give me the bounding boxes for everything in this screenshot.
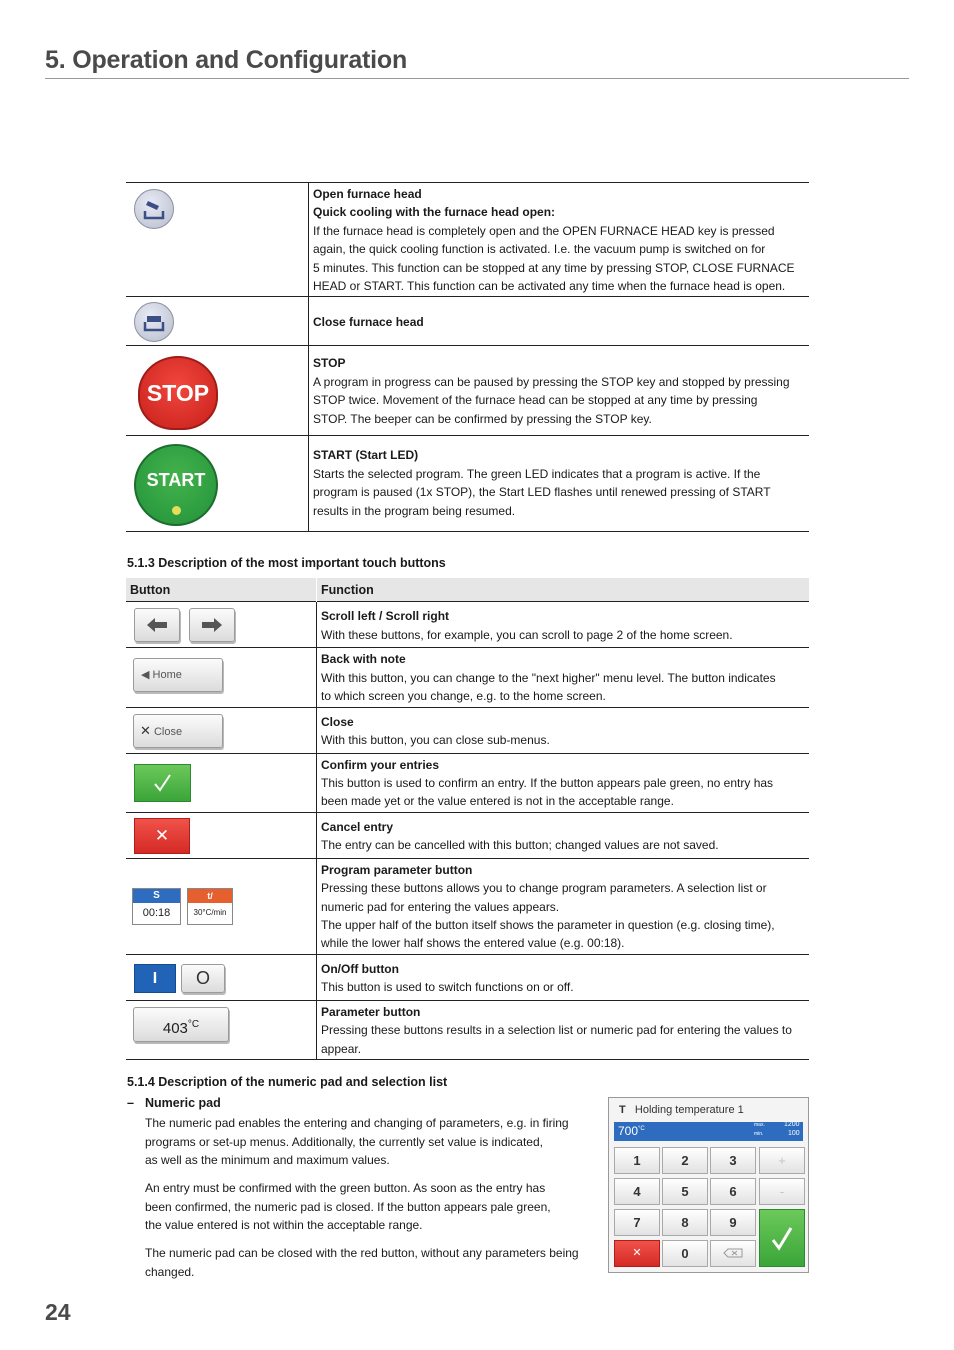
row-text: HEAD or START. This function can be activated any time when the furnace head is open.: [313, 279, 786, 294]
paragraph-line: An entry must be confirmed with the green button. As soon as the entry has: [145, 1181, 546, 1195]
touch-buttons-table: [126, 578, 809, 1060]
table-row: [126, 436, 809, 532]
paragraph-line: changed.: [145, 1264, 195, 1279]
display-value: [618, 1124, 645, 1138]
table-row: [126, 183, 809, 297]
paragraph-line: The numeric pad enables the entering and changing of parameters, e.g. in firing: [145, 1116, 569, 1130]
icon-cell: [126, 297, 309, 346]
row-text: With these buttons, for example, you can scroll to page 2 of the home screen.: [321, 627, 733, 642]
icon-cell: [126, 954, 317, 1000]
page-number: 24: [45, 1299, 71, 1325]
page-header-title: 5. Operation and Configuration: [45, 46, 408, 74]
parameter-unit: °C: [187, 1018, 200, 1030]
scroll-left-icon: [134, 608, 180, 642]
row-subtitle: Quick cooling with the furnace head open:: [313, 205, 556, 220]
bullet-dash: –: [127, 1096, 134, 1110]
icon-cell: [126, 183, 309, 297]
key-2: 2: [662, 1147, 708, 1174]
back-button-label: Home: [152, 669, 182, 682]
icon-cell: [126, 436, 309, 532]
close-icon: ✕: [140, 722, 151, 738]
description-cell: [317, 954, 810, 1000]
icon-cell: [126, 707, 317, 753]
key-1: 1: [614, 1147, 660, 1174]
row-title: Program parameter button: [321, 862, 473, 877]
row-text: A program in progress can be paused by pressing the STOP key and stopped by pressing: [313, 374, 790, 389]
table-row: [126, 297, 809, 346]
key-7: 7: [614, 1209, 660, 1236]
key-5: 5: [662, 1178, 708, 1205]
icon-cell: [126, 346, 309, 436]
key-3: 3: [710, 1147, 756, 1174]
paragraph-line: as well as the minimum and maximum values.: [145, 1153, 390, 1167]
row-text: Starts the selected program. The green LED indicates that a program is active. If the: [313, 466, 761, 481]
description-cell: [317, 602, 810, 648]
section-heading: 5.1.3 Description of the most important touch buttons: [127, 556, 446, 570]
row-title: Scroll left / Scroll right: [321, 609, 450, 624]
row-text: The upper half of the button itself shows the parameter in question (e.g. closing time),: [321, 918, 775, 933]
row-title: Open furnace head: [313, 187, 422, 201]
icon-cell: [126, 648, 317, 707]
icon-cell: [126, 812, 317, 858]
table-row: [126, 602, 809, 648]
key-plus: +: [759, 1147, 805, 1174]
stop-key-icon: STOP: [138, 356, 218, 430]
back-home-icon: [133, 658, 223, 692]
display-unit: °C: [638, 1126, 645, 1132]
row-text: while the lower half shows the entered value (e.g. 00:18).: [321, 936, 625, 951]
cancel-x-icon: ✕: [134, 818, 190, 854]
row-text: This button is used to confirm an entry. If the button appears pale green, no entry has: [321, 776, 774, 791]
on-button-icon: I: [134, 964, 176, 993]
row-title: Confirm your entries: [321, 757, 440, 772]
table-row: [126, 812, 809, 858]
row-text: numeric pad for entering the values appears.: [321, 899, 560, 914]
parameter-value: 00:18: [142, 906, 171, 919]
table-row: [126, 753, 809, 812]
parameter-label: S: [133, 889, 180, 903]
row-text: program is paused (1x STOP), the Start LED flashes until renewed pressing of START: [313, 485, 771, 500]
table-row: [126, 648, 809, 707]
program-parameter-s-icon: [132, 888, 181, 925]
numeric-pad-title: [619, 1104, 744, 1116]
row-text: STOP. The beeper can be confirmed by pressing the STOP key.: [313, 411, 652, 426]
numeric-pad-title-text: Holding temperature 1: [634, 1104, 744, 1116]
paragraph: [145, 1114, 605, 1170]
scroll-right-icon: [189, 608, 235, 642]
row-title: Close: [321, 714, 354, 729]
off-button-icon: O: [181, 964, 225, 993]
close-button-icon: [133, 714, 223, 748]
header-rule: [45, 78, 909, 79]
key-4: 4: [614, 1178, 660, 1205]
close-button-label: Close: [153, 725, 183, 738]
paragraph-line: The numeric pad can be closed with the red button, without any parameters being: [145, 1246, 579, 1260]
table-row: [126, 858, 809, 954]
paragraph: [145, 1179, 605, 1235]
icon-cell: [126, 858, 317, 954]
row-title: Parameter button: [321, 1004, 421, 1019]
open-furnace-head-icon: [134, 189, 174, 229]
row-text: 5 minutes. This function can be stopped at any time by pressing STOP, CLOSE FURNACE: [313, 260, 795, 275]
icon-cell: [126, 753, 317, 812]
max-label: max.: [754, 1122, 765, 1128]
backspace-icon: [710, 1240, 756, 1267]
row-title: Cancel entry: [321, 819, 394, 834]
parameter-value: 403: [162, 1019, 188, 1037]
key-table: [126, 182, 809, 532]
numeric-pad-display: [614, 1122, 803, 1141]
row-text: Pressing these buttons allows you to change program parameters. A selection list or: [321, 881, 767, 896]
paragraph-line: programs or set-up menus. Additionally, the currently set value is indicated,: [145, 1134, 543, 1149]
row-text: again, the quick cooling function is activated. I.e. the vacuum pump is switched on for: [313, 242, 766, 257]
row-text: appear.: [321, 1041, 362, 1056]
numeric-pad-image: [608, 1097, 809, 1273]
description-cell: [317, 812, 810, 858]
row-title: Back with note: [321, 652, 406, 667]
min-label: min.: [754, 1131, 764, 1137]
row-title: STOP: [313, 356, 346, 371]
description-cell: [317, 858, 810, 954]
paragraph-line: been confirmed, the numeric pad is closed. If the button appears pale green,: [145, 1199, 551, 1214]
table-header-row: [126, 578, 809, 602]
key-8: 8: [662, 1209, 708, 1236]
description-cell: [317, 753, 810, 812]
parameter-value: 30°C/min: [193, 907, 227, 917]
column-header-button: Button: [126, 578, 317, 602]
temperature-symbol: T: [619, 1104, 626, 1116]
description-cell: [309, 183, 810, 297]
key-0: 0: [662, 1240, 708, 1267]
paragraph: [145, 1244, 605, 1281]
key-minus: -: [759, 1178, 805, 1205]
icon-cell: [126, 1000, 317, 1059]
program-parameter-rate-icon: [187, 888, 233, 925]
row-text: to which screen you change, e.g. to the home screen.: [321, 689, 606, 704]
table-row: [126, 346, 809, 436]
paragraph-line: the value entered is not within the acceptable range.: [145, 1218, 423, 1232]
chevron-left-icon: ◀: [141, 669, 150, 682]
start-key-icon: [134, 444, 218, 526]
start-key-label: START: [146, 470, 206, 491]
row-title: On/Off button: [321, 961, 399, 976]
parameter-label: t/: [188, 889, 232, 903]
start-led-icon: [172, 506, 181, 515]
row-text: results in the program being resumed.: [313, 503, 516, 518]
description-cell: [317, 1000, 810, 1059]
numeric-pad-confirm-check-icon: [759, 1209, 805, 1267]
row-title: START (Start LED): [313, 448, 419, 463]
description-cell: [309, 436, 810, 532]
icon-cell: [126, 602, 317, 648]
close-furnace-head-icon: [134, 302, 174, 342]
parameter-button-icon: [133, 1007, 229, 1042]
row-text: With this button, you can close sub-menus.: [321, 733, 550, 748]
key-9: 9: [710, 1209, 756, 1236]
confirm-check-icon: [134, 764, 191, 802]
description-cell: [309, 297, 810, 346]
row-text: This button is used to switch functions on or off.: [321, 980, 574, 995]
row-text: The entry can be cancelled with this button; changed values are not saved.: [321, 838, 719, 853]
table-row: [126, 707, 809, 753]
row-text: With this button, you can change to the "next higher" menu level. The button indicates: [321, 670, 776, 685]
min-value: 100: [788, 1130, 800, 1137]
row-text: STOP twice. Movement of the furnace head can be stopped at any time by pressing: [313, 393, 758, 408]
description-cell: [309, 346, 810, 436]
row-text: Pressing these buttons results in a selection list or numeric pad for entering the values to: [321, 1023, 792, 1038]
key-6: 6: [710, 1178, 756, 1205]
max-value: 1200: [784, 1121, 800, 1128]
description-cell: [317, 707, 810, 753]
column-header-function: Function: [317, 578, 810, 602]
row-text: been made yet or the value entered is not in the acceptable range.: [321, 794, 674, 809]
numeric-pad-cancel-x-icon: ✕: [614, 1240, 660, 1267]
description-cell: [317, 648, 810, 707]
table-row: [126, 1000, 809, 1059]
section-heading: 5.1.4 Description of the numeric pad and selection list: [127, 1075, 448, 1089]
row-text: If the furnace head is completely open and the OPEN FURNACE HEAD key is pressed: [313, 223, 775, 238]
table-row: [126, 954, 809, 1000]
subheading: Numeric pad: [145, 1096, 221, 1110]
display-value-number: 700: [618, 1124, 639, 1138]
row-title: Close furnace head: [313, 314, 424, 329]
